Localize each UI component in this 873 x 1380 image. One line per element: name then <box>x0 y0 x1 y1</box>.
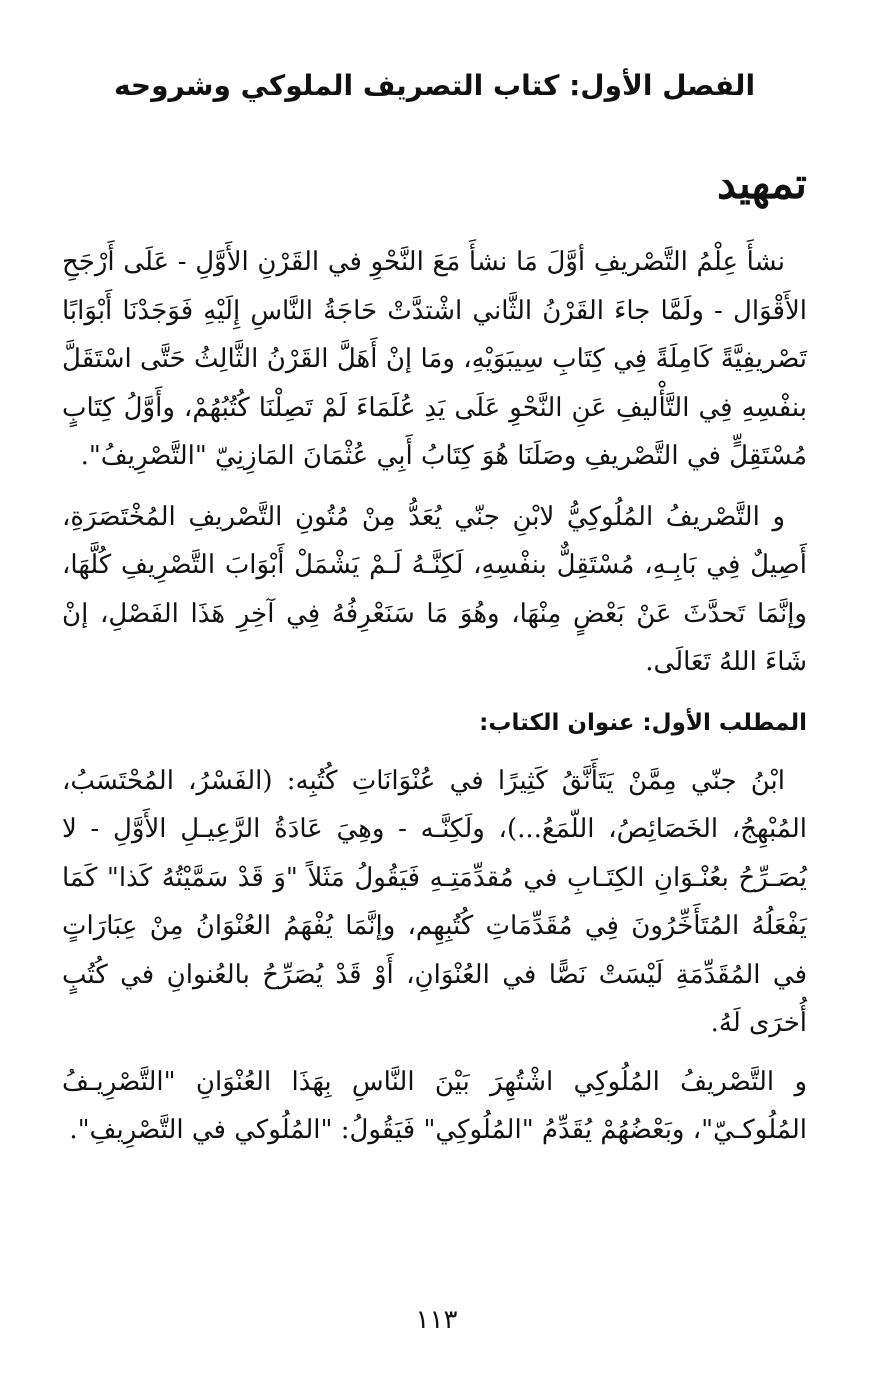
chapter-title: الفصل الأول: كتاب التصريف الملوكي وشروحه <box>113 69 756 102</box>
paragraph-book-titles: ابْنُ جنّي مِمَّنْ يَتَأَنَّقُ كَثِيرًا في عُنْوَانَاتِ كُتُبِه: (الفَسْرُ، المُحْتَسَبُ، المُبْهِجُ، الخَصَائِصُ، اللّمَعُ...)، ولَكِنَّـه - وهِيَ عَادَةُ الرَّعِيـلِ الأَوَّلِ - لا يُصَـرِّحُ بعُنْـوَانِ الكِتَـابِ في مُقدِّمَتِـهِ فَيَقُولُ مَثَلاً "وَ قَدْ سَمَّيْتُهُ كَذا" كَمَا يَفْعَلُهُ المُتَأَخِّرُونَ فِي مُقَدِّمَاتِ كُتُبِهِم، وإنَّمَا يُفْهَمُ العُنْوَانُ مِنْ عِبَارَاتٍ في المُقَدِّمَةِ لَيْسَتْ نَصًّا في العُنْوَانِ، أَوْ قَدْ يُصَرِّحُ بالعُنوانِ في كُتُبٍ أُخرَى لَهُ. <box>62 765 807 1038</box>
paragraph-origin-of-morphology: نشأَ عِلْمُ التَّصْريفِ أوَّلَ مَا نشأَ مَعَ النَّحْوِ في القَرْنِ الأَوَّلِ - عَلَى أَرْجَحِ الأَقْوَال - ولَمَّا جاءَ القَرْنُ الثَّاني اشْتدَّتْ حَاجَةُ النَّاسِ إِلَيْهِ فَوَجَدْنَا أَبْوَابًا تَصْريفِيَّةً كَامِلَةً فِي كِتَابِ سِيبَوَيْهِ، ومَا إنْ أَهَلَّ القَرْنُ الثَّالِثُ حَتَّى اسْتَقَلَّ بنفْسِهِ فِي التَّأْليفِ عَنِ النَّحْوِ عَلَى يَدِ عُلَمَاءَ لَمْ تَصِلْنَا كُتُبُهُمْ، وأَوَّلُ كِتَابٍ مُسْتَقِلٍّ في التَّصْريفِ وصَلَنَا هُوَ كِتَابُ أَبِي عُثْمَانَ المَازِنِيّ "التَّصْرِيفُ". <box>62 247 807 471</box>
paragraph-title-fame: و التَّصْريفُ المُلُوكِي اشْتُهِرَ بَيْنَ النَّاسِ بِهَذَا العُنْوَانِ "التَّصْرِيـفُ المُلُوكـيّ"، وبَعْضُهُمْ يُقَدِّمُ "المُلُوكِي" فَيَقُولُ: "المُلُوكي في التَّصْرِيفِ". <box>62 1066 807 1145</box>
intro-heading: تمهيد <box>716 159 807 208</box>
page-number: ١١٣ <box>415 1305 458 1335</box>
paragraph-mulooki-overview: و التَّصْريفُ المُلُوكِيُّ لابْنِ جنّي يُعَدُّ مِنْ مُتُونِ التَّصْريفِ المُخْتَصَرَةِ، أَصِيلٌ فِي بَابِـهِ، مُسْتَقِلٌّ بنفْسِهِ، لَكِنَّـهُ لَـمْ يَشْمَلْ أَبْوَابَ التَّصْرِيفِ كُلَّهَا، وإنَّمَا تَحدَّثَ عَنْ بَعْضٍ مِنْهَا، وهُوَ مَا سَنَعْرِفُهُ فِي آخِرِ هَذَا الفَصْلِ، إنْ شَاءَ اللهُ تَعَالَى. <box>62 501 807 677</box>
section-heading: المطلب الأول: عنوان الكتاب: <box>479 709 807 736</box>
